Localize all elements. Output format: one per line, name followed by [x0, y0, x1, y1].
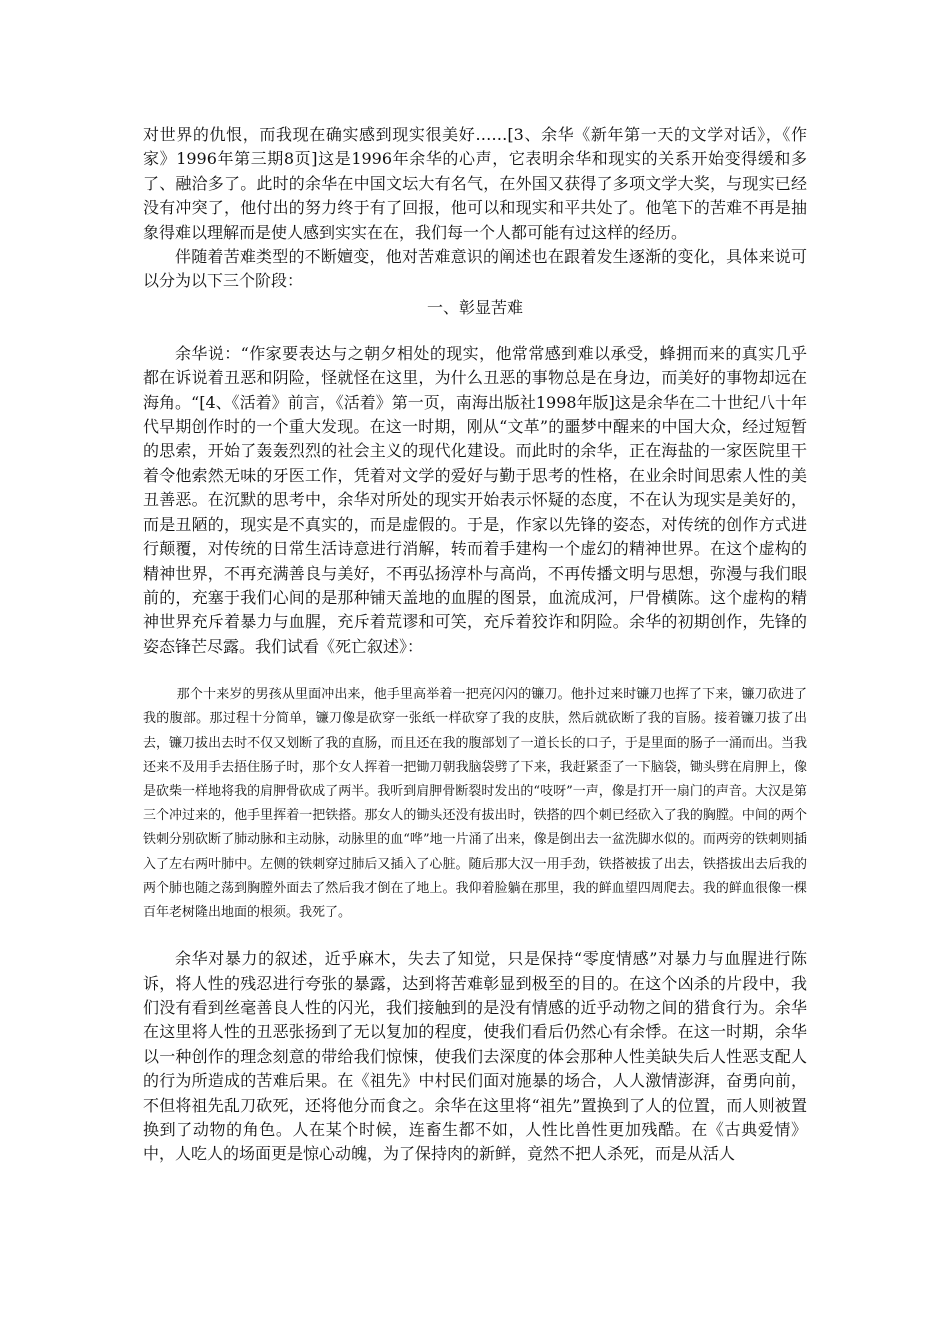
block-quote: 那个十来岁的男孩从里面冲出来，他手里高举着一把亮闪闪的镰刀。他扑过来时镰刀也挥了下来，镰刀砍进了我的腹部。那过程十分简单，镰刀像是砍穿一张纸一样砍穿了我的皮肤，然后就砍断了我的盲肠。接着镰刀拔了出去，镰刀拔出去时不仅又划断了我的直肠，而且还在我的腹部划了一道长长的口子，于是里面的肠子一涌而出。当我还来不及用手去捂住肠子时，那个女人挥着一把锄刀朝我脑袋劈了下来，我赶紧歪了一下脑袋，锄头劈在肩胛上，像是砍柴一样地将我的肩胛骨砍成了两半。我听到肩胛骨断裂时发出的“吱呀”一声，像是打开一扇门的声音。大汉是第三个冲过来的，他手里挥着一把铁搭。那女人的锄头还没有拔出时，铁搭的四个刺已经砍入了我的胸膛。中间的两个铁刺分别砍断了肺动脉和主动脉，动脉里的血“哗”地一片涌了出来，像是倒出去一盆洗脚水似的。而两旁的铁刺则插入了左右两叶肺中。左侧的铁刺穿过肺后又插入了心脏。随后那大汉一用手劲，铁搭被拔了出去，铁搭拔出去后我的两个肺也随之荡到胸膛外面去了然后我才倒在了地上。我仰着脸躺在那里，我的鲜血望四周爬去。我的鲜血很像一棵百年老树隆出地面的根须。我死了。: [143, 687, 807, 920]
paragraph-intro: 对世界的仇恨，而我现在确实感到现实很美好……[3、余华《新年第一天的文学对话》，《作家》1996年第三期8页]这是1996年余华的心声，它表明余华和现实的关系开始变得缓和多了、融洽多了。此时的余华在中国文坛大有名气，在外国又获得了多项文学大奖，与现实已经没有冲突了，他付出的努力终于有了回报，他可以和现实和平共处了。他笔下的苦难不再是抽象得难以理解而是使人感到实实在在，我们每一个人都可能有过这样的经历。: [143, 125, 807, 242]
spacer: [143, 659, 807, 683]
spacer: [143, 320, 807, 342]
spacer: [143, 925, 807, 947]
document-page: [143, 123, 807, 1167]
paragraph-end: 余华对暴力的叙述，近乎麻木，失去了知觉，只是保持“零度情感”对暴力与血腥进行陈诉，将人性的残忍进行夸张的暴露，达到将苦难彰显到极至的目的。在这个凶杀的片段中，我们没有看到丝毫善良人性的闪光，我们接触到的是没有情感的近乎动物之间的猎食行为。余华在这里将人性的丑恶张扬到了无以复加的程度，使我们看后仍然心有余悸。在这一时期，余华以一种创作的理念刻意的带给我们惊悚，使我们去深度的体会那种人性美缺失后人性恶支配人的行为所造成的苦难后果。在《祖先》中村民们面对施暴的场合，人人激情澎湃，奋勇向前，不但将祖先乱刀砍死，还将他分而食之。余华在这里将“祖先”置换到了人的位置，而人则被置换到了动物的角色。人在某个时候，连畜生都不如，人性比兽性更加残酷。在《古典爱情》中，人吃人的场面更是惊心动魄，为了保持肉的新鲜，竟然不把人杀死，而是从活人: [143, 949, 807, 1164]
section-heading: 一、彰显苦难: [426, 297, 523, 317]
paragraph-stages: 伴随着苦难类型的不断嬗变，他对苦难意识的阐述也在跟着发生逐渐的变化，具体来说可以分为以下三个阶段：: [143, 247, 807, 291]
paragraph-main: 余华说：“作家要表达与之朝夕相处的现实，他常常感到难以承受，蜂拥而来的真实几乎都在诉说着丑恶和阴险，怪就怪在这里，为什么丑恶的事物总是在身边，而美好的事物却远在海角。“[4、《活着》前言，《活着》第一页，南海出版社1998年版]这是余华在二十世纪八十年代早期创作时的一个重大发现。在这一时期，刚从“文革”的噩梦中醒来的中国大众，经过短暂的思索，开始了轰轰烈烈的社会主义的现代化建设。而此时的余华，正在海盐的一家医院里干着令他索然无味的牙医工作，凭着对文学的爱好与勤于思考的性格，在业余时间思索人性的美丑善恶。在沉默的思考中，余华对所处的现实开始表示怀疑的态度，不在认为现实是美好的，而是丑陋的，现实是不真实的，而是虚假的。于是，作家以先锋的姿态，对传统的创作方式进行颠覆，对传统的日常生活诗意进行消解，转而着手建构一个虚幻的精神世界。在这个虚构的精神世界，不再充满善良与美好，不再弘扬淳朴与高尚，不再传播文明与思想，弥漫与我们眼前的，充塞于我们心间的是那种铺天盖地的血腥的图景，血流成河，尸骨横陈。这个虚构的精神世界充斥着暴力与血腥，充斥着荒谬和可笑，充斥着狡诈和阴险。余华的初期创作，先锋的姿态锋芒尽露。我们试看《死亡叙述》：: [143, 343, 807, 656]
